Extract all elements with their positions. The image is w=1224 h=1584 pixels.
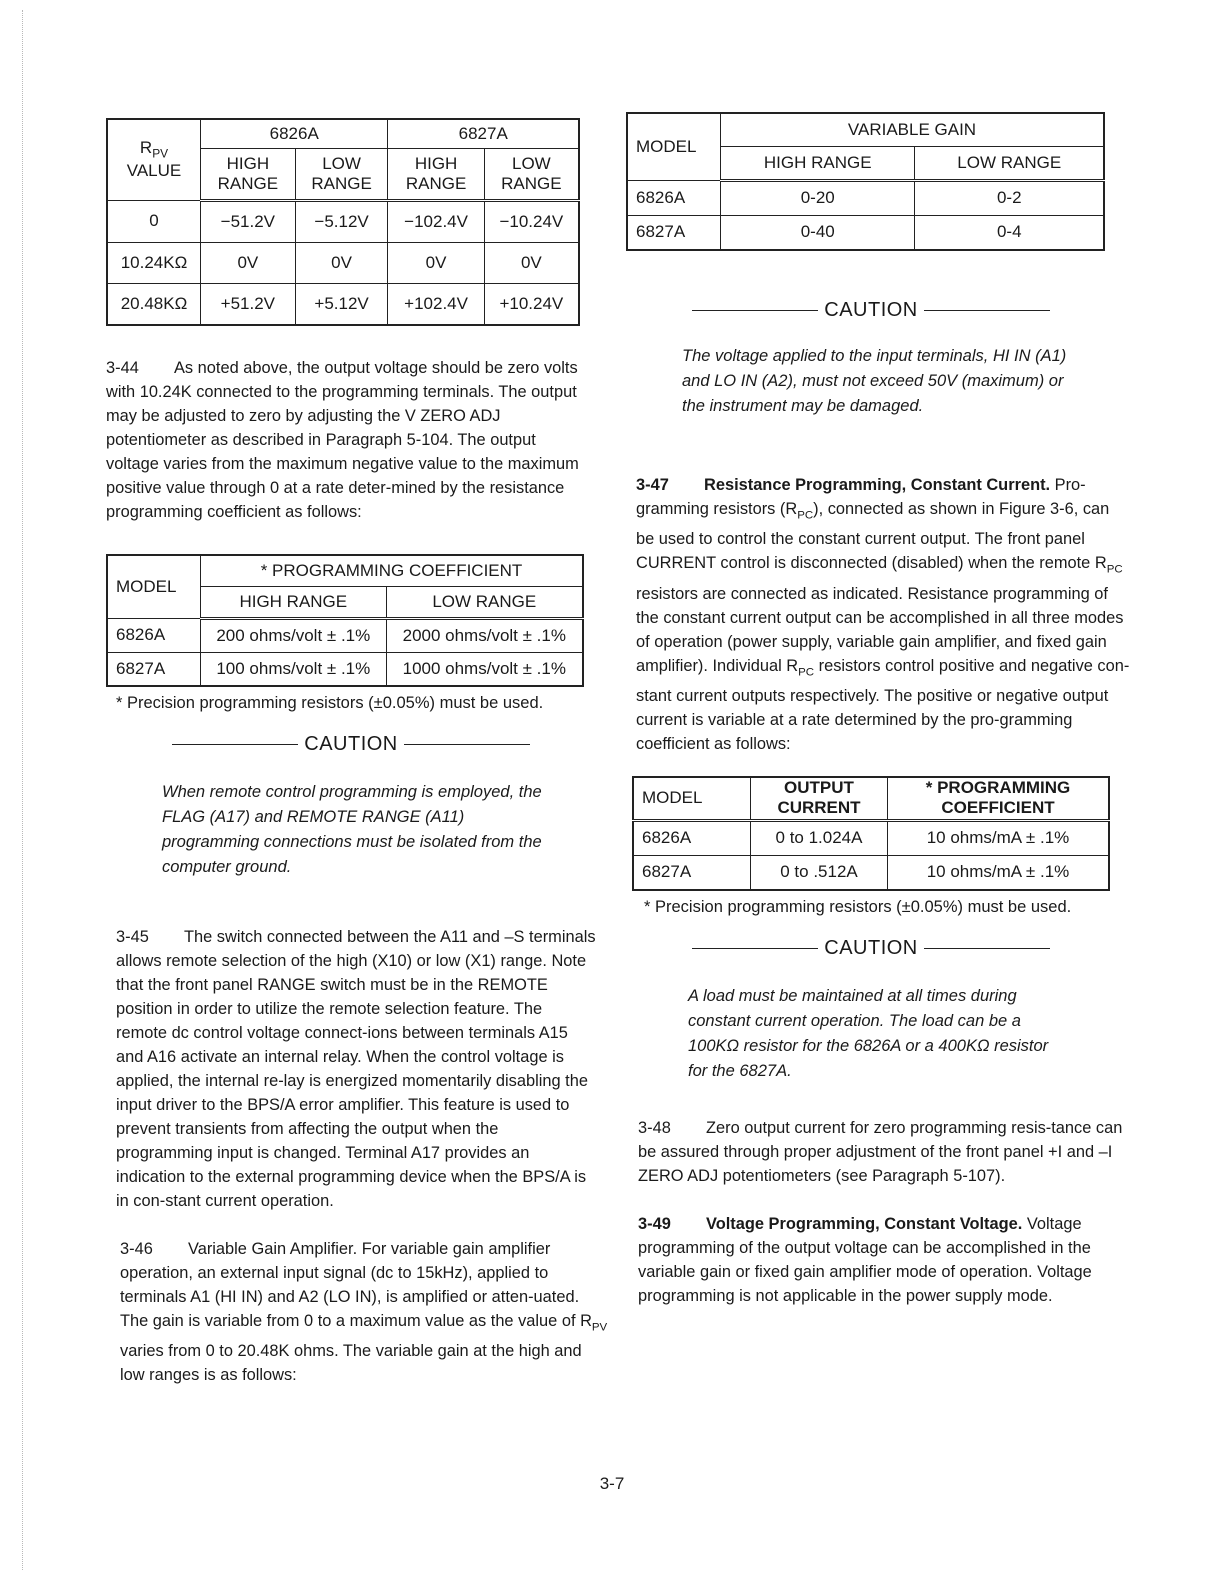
model-header: MODEL <box>627 113 721 181</box>
range-header: HIGH RANGE <box>201 149 296 201</box>
caution-rule-right <box>924 948 1050 949</box>
table-cell: +51.2V <box>201 284 296 326</box>
caution-heading <box>626 937 1116 960</box>
caution-title: CAUTION <box>824 936 918 959</box>
paragraph-lead: Resistance Programming, Constant Current. <box>704 476 1051 494</box>
caution-heading <box>626 299 1116 322</box>
table-cell: 200 ohms/volt ± .1% <box>201 619 387 653</box>
range-header: LOW RANGE <box>386 587 583 619</box>
table-row <box>633 820 1109 855</box>
programming-coefficient-header: * PROGRAMMING COEFFICIENT <box>888 777 1110 820</box>
left-column <box>106 118 612 1387</box>
range-header: HIGH RANGE <box>201 587 387 619</box>
table-cell: 6826A <box>633 820 751 855</box>
caution-rule-left <box>692 948 818 949</box>
table-cell: 6827A <box>627 216 721 251</box>
paragraph-text: As noted above, the output voltage should be zero volts with 10.24K connected to the programming terminals. The output may be adjusted to zero by adjusting the V ZERO ADJ potentiometer as described in Paragraph 5-104. The output voltage varies from the maximum negative value to the maximum positive value through 0 at a rate deter-mined by the resistance programming coefficient as follows: <box>106 359 579 521</box>
table-cell: +10.24V <box>484 284 579 326</box>
paragraph-text: resistors are connected as indicated. Resistance programming of the constant current output can be accomplished in all three modes of operation (power supply, variable gain amplifier, and fixed gain amplifier). Individual R <box>636 584 1124 675</box>
range-header: LOW RANGE <box>915 147 1104 181</box>
right-column <box>626 112 1131 1308</box>
paragraph-number: 3-44 <box>106 359 139 377</box>
paragraph-3-47 <box>636 473 1132 756</box>
model-header: MODEL <box>633 777 751 820</box>
table-cell: 0V <box>201 243 296 284</box>
model-6826a-header: 6826A <box>201 119 388 149</box>
table-cell: 100 ohms/volt ± .1% <box>201 653 387 687</box>
table-cell: 10 ohms/mA ± .1% <box>888 855 1110 890</box>
table-cell: 0 to .512A <box>751 855 888 890</box>
table-row <box>633 855 1109 890</box>
table-cell: 0 <box>107 201 201 243</box>
range-header: HIGH RANGE <box>721 147 915 181</box>
variable-gain-header: VARIABLE GAIN <box>721 113 1105 147</box>
table-row <box>107 653 583 687</box>
caution-rule-left <box>692 310 818 311</box>
table-cell: −10.24V <box>484 201 579 243</box>
rpv-corner-sub: PV <box>152 146 169 161</box>
paragraph-text: The switch connected between the A11 and –S terminals allows remote selection of the high (X10) or low (X1) range. Note that the front panel RANGE switch must be in the REMOTE position in order to utilize the remote selection feature. The remote dc control voltage connect-ions between terminals A15 and A16 activate an internal relay. When the control voltage is applied, the internal re-lay is energized momentarily disabling the input driver to the BPS/A error amplifier. This feature is used to prevent transients from affecting the output when the programming input is changed. Terminal A17 provides an indication to the external programming device when the BPS/A is in con-stant current operation. <box>116 928 596 1210</box>
footnote: * Precision programming resistors (±0.05%) must be used. <box>116 694 544 712</box>
table-cell: +5.12V <box>295 284 388 326</box>
paragraph-number: 3-48 <box>638 1118 671 1137</box>
paragraph-lead: Variable Gain Amplifier. <box>188 1240 358 1258</box>
output-current-header: OUTPUT CURRENT <box>751 777 888 820</box>
paragraph-lead: Voltage Programming, Constant Voltage. <box>706 1214 1023 1233</box>
table-cell: 10 ohms/mA ± .1% <box>888 820 1110 855</box>
caution-text: When remote control programming is employed, the FLAG (A17) and REMOTE RANGE (A11) programming connections must be isolated from the computer ground. <box>162 783 542 876</box>
variable-gain-table <box>626 112 1105 251</box>
table-cell: 0-4 <box>915 216 1104 251</box>
table-cell: 6827A <box>107 653 201 687</box>
rpv-corner-header <box>107 119 201 201</box>
paragraph-number: 3-47 <box>636 476 669 494</box>
table-cell: 0V <box>388 243 484 284</box>
programming-coefficient-header: * PROGRAMMING COEFFICIENT <box>201 555 584 587</box>
table-cell: 0V <box>484 243 579 284</box>
table-cell: 6826A <box>627 181 721 216</box>
subscript: PC <box>797 509 814 522</box>
table-cell: 0-40 <box>721 216 915 251</box>
rpv-corner-value: VALUE <box>126 161 182 181</box>
subscript: PV <box>591 1321 608 1334</box>
paragraph-text: resistors control positive and negative con-stant current outputs respectively. The positive or negative output current is variable at a rate determined by the pro-gramming coefficient as follows: <box>636 656 1130 753</box>
caution-text: A load must be maintained at all times during constant current operation. The load can be a 100KΩ resistor for the 6826A or a 400KΩ resistor for the 6827A. <box>688 986 1049 1080</box>
range-header: LOW RANGE <box>295 149 388 201</box>
model-header: MODEL <box>107 555 201 619</box>
subscript: PC <box>798 665 815 678</box>
table-cell: 6827A <box>633 855 751 890</box>
constant-current-coefficient-table <box>632 776 1110 891</box>
model-6827a-header: 6827A <box>388 119 579 149</box>
table-row <box>107 201 579 243</box>
table-cell: 0V <box>295 243 388 284</box>
table-cell: 1000 ohms/volt ± .1% <box>386 653 583 687</box>
paragraph-3-45 <box>116 925 596 1213</box>
range-header: HIGH RANGE <box>388 149 484 201</box>
table-cell: 0 to 1.024A <box>751 820 888 855</box>
table-row <box>107 284 579 326</box>
table-cell: 0-2 <box>915 181 1104 216</box>
table-cell: −51.2V <box>201 201 296 243</box>
table-cell: −102.4V <box>388 201 484 243</box>
table-cell: 2000 ohms/volt ± .1% <box>386 619 583 653</box>
paragraph-3-44 <box>106 356 591 524</box>
range-header: LOW RANGE <box>484 149 579 201</box>
table-cell: 20.48KΩ <box>107 284 201 326</box>
footnote: * Precision programming resistors (±0.05%) must be used. <box>644 897 1072 916</box>
rpv-corner-r: R <box>139 138 153 158</box>
caution-rule-right <box>924 310 1050 311</box>
table-row <box>627 181 1104 216</box>
paragraph-number: 3-45 <box>116 928 149 946</box>
rpv-value-table <box>106 118 580 326</box>
paragraph-text: ), connected as shown in Figure 3-6, can be used to control the constant current output. The front panel CURRENT control is disconnected (disabled) when the remote R <box>636 500 1110 573</box>
caution-rule-left <box>172 744 298 745</box>
paragraph-3-46 <box>120 1237 610 1387</box>
paragraph-text: For variable gain amplifier operation, an external input signal (dc to 15kHz), applied to terminals A1 (HI IN) and A2 (LO IN), is amplified or atten-uated. The gain is variable from 0 to a maximum value as the value of R <box>120 1240 592 1330</box>
caution-rule-right <box>404 744 530 745</box>
table-cell: 0-20 <box>721 181 915 216</box>
paragraph-text: Voltage programming of the output voltage can be accomplished in the variable gain or fixed gain amplifier mode of operation. Voltage programming is not applicable in the power supply mode. <box>638 1214 1092 1305</box>
subscript: PC <box>1106 563 1123 576</box>
paragraph-3-49 <box>638 1212 1128 1308</box>
paragraph-3-48 <box>638 1116 1128 1188</box>
binding-margin-line <box>22 10 23 1570</box>
programming-coefficient-table <box>106 554 584 687</box>
page-number: 3-7 <box>599 1474 625 1493</box>
paragraph-text: Zero output current for zero programming resis-tance can be assured through proper adjustment of the front panel +I and –I ZERO ADJ potentiometers (see Paragraph 5-107). <box>638 1118 1123 1185</box>
caution-heading <box>106 733 596 756</box>
caution-title: CAUTION <box>304 733 398 755</box>
paragraph-text: varies from 0 to 20.48K ohms. The variable gain at the high and low ranges is as follows: <box>120 1342 582 1385</box>
caution-title: CAUTION <box>824 299 918 321</box>
table-cell: 10.24KΩ <box>107 243 201 284</box>
paragraph-text: Pro-gramming resistors (R <box>636 476 1086 518</box>
table-cell: −5.12V <box>295 201 388 243</box>
paragraph-number: 3-46 <box>120 1240 153 1258</box>
paragraph-number: 3-49 <box>638 1214 671 1233</box>
caution-text: The voltage applied to the input terminals, HI IN (A1) and LO IN (A2), must not exceed 50V (maximum) or the instrument may be damaged. <box>682 347 1067 415</box>
table-row <box>107 243 579 284</box>
table-cell: 6826A <box>107 619 201 653</box>
table-cell: +102.4V <box>388 284 484 326</box>
table-row <box>107 619 583 653</box>
table-row <box>627 216 1104 251</box>
